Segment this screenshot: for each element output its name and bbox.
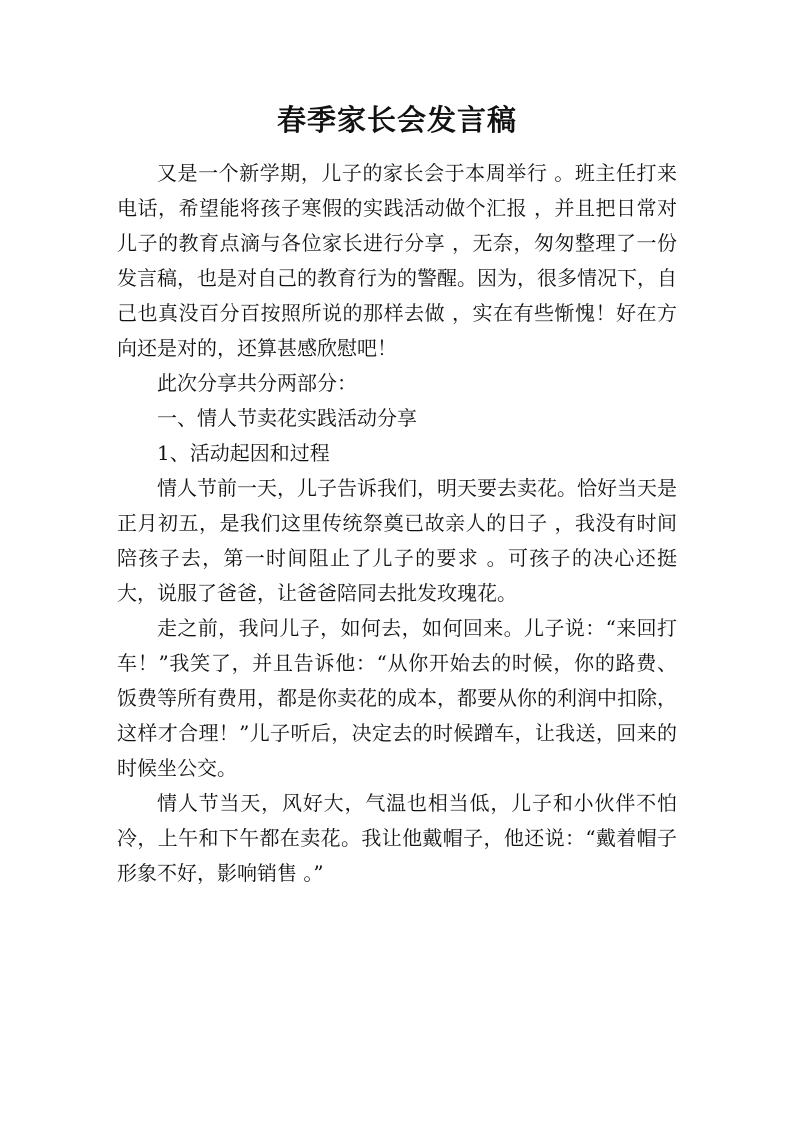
document-body <box>117 156 677 891</box>
subsection-heading-1-1: 1、活动起因和过程 <box>157 441 330 465</box>
section-heading-1: 一、情人节卖花实践活动分享 <box>157 406 417 430</box>
paragraph-intro: 又是一个新学期，儿子的家长会于本周举行 。班主任打来电话，希望能将孩子寒假的实践活动做个汇报 ，并且把日常对儿子的教育点滴与各位家长进行分享 ，无奈，匆匆整理了一份发言稿，也是对自己的教育行为的警醒。因为，很多情况下，自己也真没百分百按照所说的那样去做 ，实在有些惭愧！好在方向还是对的，还算甚感欣慰吧！ <box>117 161 677 360</box>
document-title: 春季家长会发言稿 <box>276 103 517 137</box>
paragraph-outline: 此次分享共分两部分： <box>157 371 357 395</box>
paragraph-story-3: 情人节当天，风好大，气温也相当低，儿子和小伙伴不怕冷，上午和下午都在卖花。我让他戴帽子，他还说：“戴着帽子形象不好，影响销售 。” <box>117 791 677 885</box>
paragraph-story-2: 走之前，我问儿子，如何去，如何回来。儿子说：“来回打车！”我笑了，并且告诉他：“从你开始去的时候，你的路费、饭费等所有费用，都是你卖花的成本，都要从你的利润中扣除，这样才合理！”儿子听后，决定去的时候蹭车，让我送，回来的时候坐公交。 <box>117 616 677 780</box>
paragraph-story-1: 情人节前一天，儿子告诉我们，明天要去卖花。恰好当天是正月初五，是我们这里传统祭奠已故亲人的日子 ，我没有时间陪孩子去，第一时间阻止了儿子的要求 。可孩子的决心还挺大，说服了爸爸，让爸爸陪同去批发玫瑰花。 <box>117 476 677 605</box>
